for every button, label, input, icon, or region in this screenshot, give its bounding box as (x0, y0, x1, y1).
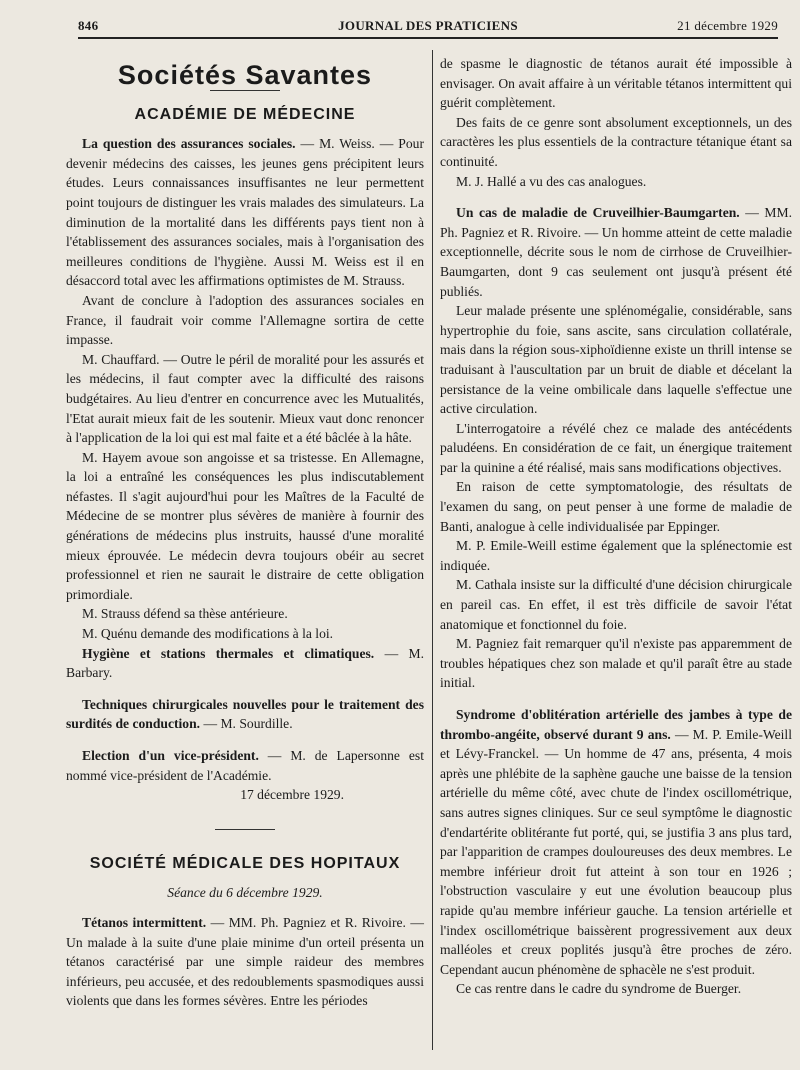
item-heading: Election d'un vice-président. (82, 748, 259, 763)
left-column (66, 54, 424, 1011)
paragraph: M. J. Hallé a vu des cas analogues. (456, 173, 647, 189)
column-divider (432, 50, 433, 1050)
paragraph (440, 203, 792, 301)
paragraph: L'interrogatoire a révélé chez ce malade des antécédents paludéens. En considération de ce fait, un énergique traitement par la quinine a été réalisé, mais sans modifications objectives. (440, 420, 792, 475)
seance-date: Séance du 6 décembre 1929. (167, 885, 323, 901)
paragraph: M. Quénu demande des modifications à la loi. (82, 626, 334, 642)
item-heading: Syndrome d'oblitération artérielle des jambes à type de thrombo-angéite, observé durant 9 ans. (440, 707, 792, 742)
right-column (440, 54, 792, 999)
paragraph: Des faits de ce genre sont absolument exceptionnels, un des caractères les plus essentiels de la contracture tétanique étant sa continuité. (440, 114, 792, 169)
paragraph: Ce cas rentre dans le cadre du syndrome de Buerger. (456, 981, 742, 997)
paragraph: M. Strauss défend sa thèse antérieure. (82, 606, 288, 622)
item-heading: La question des assurances sociales. (82, 136, 296, 152)
paragraph: Leur malade présente une splénomégalie, considérable, sans hypertrophie du foie, sans ascite, sans circulation collatérale, mais dans la région sous-xiphoïdienne existe un thrill intense se traduisant à l'auscultation par un bruit de diable et décelant la persistance de la veine ombilicale dans laquelle s'effectue une active circulation. (440, 303, 792, 417)
header-rule (78, 37, 778, 39)
paragraph: En raison de cette symptomatologie, des résultats de l'examen du sang, on peut penser à une forme de maladie de Banti, analogue à celle individualisée par Eppinger. (440, 479, 792, 534)
section-academie: ACADÉMIE DE MÉDECINE (134, 105, 356, 123)
section-societe: SOCIÉTÉ MÉDICALE DES HOPITAUX (89, 854, 401, 872)
spacer (66, 683, 424, 695)
paragraph: M. P. Emile-Weill estime également que la splénectomie est indiquée. (440, 538, 792, 573)
paragraph: Avant de conclure à l'adoption des assurances sociales en France, il faudrait voir comme l'Allemagne sortira de cette impasse. (66, 292, 424, 348)
paragraph: M. Pagniez fait remarquer qu'il n'existe pas apparemment de troubles hépatiques chez son malade et qu'il paraît être au stade initial. (440, 636, 792, 691)
item-body: — MM. Ph. Pagniez et R. Rivoire. — Un homme atteint de cette maladie exceptionnelle, décrite sous le nom de cirrhose de Cruveilhier-Baumgarten, dont 9 cas seulement ont jusqu'à présent été publiés. (440, 205, 793, 299)
spacer (440, 191, 792, 203)
paragraph (66, 913, 424, 1011)
paragraph (66, 746, 424, 785)
issue-date: 21 décembre 1929 (677, 18, 778, 33)
item-heading: Un cas de maladie de Cruveilhier-Baumgarten. (456, 205, 740, 221)
page-title: Sociétés Savantes (117, 60, 373, 90)
paragraph (66, 695, 424, 734)
paragraph: de spasme le diagnostic de tétanos aurait été impossible à envisager. On avait affaire à un véritable tétanos intermittent qui guérit complètement. (440, 56, 792, 111)
paragraph (440, 705, 792, 979)
page-number: 846 (78, 18, 99, 33)
paragraph: M. Hayem avoue son angoisse et sa tristesse. En Allemagne, la loi a entraîné les conséquences les plus indiscutablement néfastes. Il s'agit aujourd'hui pour les Maîtres de la Faculté de Médecine de se montrer plus sévères de manière à fournir des générations de médecins plus instruits, haussé d'une moralité mieux éprouvée. Le médecin devra toujours obéir au secret professionnel et rien ne saurait le distraire de cette obligation primordiale. (66, 449, 424, 602)
section-rule (215, 829, 275, 830)
item-body: — M. Barbary. (66, 645, 424, 681)
journal-title: JOURNAL DES PRATICIENS (338, 18, 518, 33)
spacer (440, 693, 792, 705)
spacer (66, 734, 424, 746)
item-body: — M. Weiss. — Pour devenir médecins des caisses, les jeunes gens précipitent leurs études. Leurs connaissances insuffisantes ne leur permettent point toujours de distinguer les vrais malades des simulateurs. La diminution de la mortalité dans les différents pays tient non à l'établissement des assurances sociales, mais à l'organisation des meilleures conditions de l'hygiène. Aussi M. Weiss est il en désaccord total avec les affirmations optimistes de M. Strauss. (66, 136, 424, 289)
item-heading: Techniques chirurgicales nouvelles pour le traitement des surdités de conduction. (66, 696, 424, 732)
dateline: 17 décembre 1929. (240, 787, 344, 803)
item-heading: Hygiène et stations thermales et climatiques. (82, 645, 375, 661)
item-body: — M. P. Emile-Weill et Lévy-Franckel. — Un homme de 47 ans, présenta, 4 mois après une phlébite de la saphène gauche une baisse de la tension artérielle du même côté, avec chute de l'index oscillométrique, sans autres signes cliniques. Sur ce seul symptôme le diagnostic d'endartérite oblitérante fut porté, qui, se justifia 3 ans plus tard, par l'apparition de crampes douloureuses des deux membres. Le membre inférieur droit fut atteint à son tour en 1926 ; l'obstruction vasculaire y eut une évolution beaucoup plus rapide qu'au membre inférieur gauche. La tension artérielle et l'index oscillométrique baissèrent progressivement aux deux malléoles et creux poplités jusqu'à être proches de zéro. Cependant aucun phénomène de sphacèle ne s'est produit. (440, 726, 792, 977)
paragraph: M. Chauffard. — Outre le péril de moralité pour les assurés et les médecins, il faut compter avec la difficulté des raisons budgétaires. Au lieu d'entrer en concurrence avec les Mutualités, l'Etat aurait mieux fait de les soutenir. Mieux vaut donc renoncer à l'application de la loi qui est mal faite et a été bâclée à la hâte. (66, 351, 424, 446)
paragraph (66, 644, 424, 683)
item-body: — M. Sourdille. (200, 716, 293, 732)
page-header (78, 16, 778, 36)
item-body: — MM. Ph. Pagniez et R. Rivoire. — Un malade à la suite d'une plaie minime d'un orteil présenta un tétanos caractérisé par une simple raideur des membres inférieurs, peu accusée, et des redoublements spasmodiques aussi violents que dans les formes sévères. Entre les périodes (66, 914, 424, 1009)
paragraph (66, 134, 424, 291)
item-body: — M. de Lapersonne est nommé vice-président de l'Académie. (66, 748, 424, 783)
item-heading: Tétanos intermittent. (82, 914, 207, 930)
paragraph: M. Cathala insiste sur la difficulté d'une décision chirurgicale en pareil cas. En effet, il est très difficile de savoir l'état anatomique et fonctionnel du foie. (440, 577, 792, 632)
